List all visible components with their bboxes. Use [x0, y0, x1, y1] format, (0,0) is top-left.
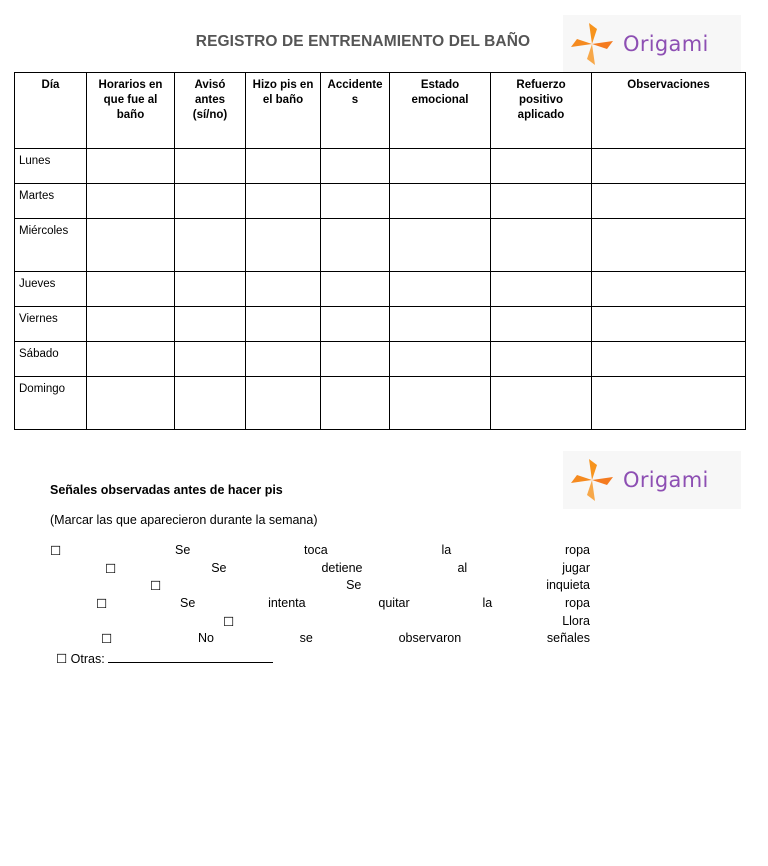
signal-option-detiene-jugar[interactable]	[105, 561, 590, 578]
checkbox-icon[interactable]: ☐	[96, 597, 108, 611]
day-cell: Viernes	[15, 307, 87, 342]
table-row	[15, 219, 746, 272]
checkbox-icon[interactable]: ☐	[150, 579, 162, 593]
signal-word: ropa	[564, 543, 590, 557]
entry-cell[interactable]	[592, 184, 746, 219]
entry-cell[interactable]	[390, 149, 491, 184]
signal-option-ninguna[interactable]	[101, 631, 590, 648]
entry-cell[interactable]	[321, 377, 390, 430]
brand-logo-secondary	[563, 451, 741, 509]
entry-cell[interactable]	[390, 272, 491, 307]
signal-word: ropa	[564, 596, 590, 610]
page-title: REGISTRO DE ENTRENAMIENTO DEL BAÑO	[195, 33, 531, 50]
signal-word: señales	[546, 631, 590, 645]
signal-word: jugar	[562, 561, 590, 575]
checkbox-icon[interactable]: ☐	[50, 544, 62, 558]
table-row	[15, 272, 746, 307]
signal-word: detiene	[321, 561, 363, 575]
header-estado: Estado emocional	[390, 73, 491, 149]
pinwheel-icon	[567, 455, 617, 505]
entry-cell[interactable]	[246, 184, 321, 219]
entry-cell[interactable]	[592, 149, 746, 184]
signal-word: al	[457, 561, 468, 575]
signal-word: Se	[174, 543, 191, 557]
header-dia: Día	[15, 73, 87, 149]
signal-option-quitar-ropa[interactable]	[96, 596, 590, 613]
signal-word: No	[197, 631, 214, 645]
entry-cell[interactable]	[175, 342, 246, 377]
entry-cell[interactable]	[175, 307, 246, 342]
checkbox-icon[interactable]: ☐	[101, 632, 113, 646]
signal-option-inquieta[interactable]	[150, 578, 590, 595]
signal-word: observaron	[398, 631, 462, 645]
day-cell: Martes	[15, 184, 87, 219]
day-cell: Sábado	[15, 342, 87, 377]
entry-cell[interactable]	[246, 342, 321, 377]
signal-word: Llora	[562, 614, 590, 628]
entry-cell[interactable]	[592, 272, 746, 307]
day-cell: Miércoles	[15, 219, 87, 272]
entry-cell[interactable]	[321, 342, 390, 377]
entry-cell[interactable]	[491, 272, 592, 307]
header-aviso: Avisó antes (sí/no)	[175, 73, 246, 149]
entry-cell[interactable]	[87, 149, 175, 184]
signal-word: inquieta	[546, 578, 590, 592]
entry-cell[interactable]	[321, 307, 390, 342]
entry-cell[interactable]	[491, 377, 592, 430]
training-log-table	[14, 72, 746, 430]
otras-label[interactable]: ☐ Otras:	[56, 652, 105, 666]
signal-word: Se	[180, 596, 196, 610]
signal-word: Se	[346, 578, 362, 592]
signal-word: la	[441, 543, 452, 557]
signal-option-toca-ropa[interactable]	[50, 543, 590, 560]
entry-cell[interactable]	[87, 377, 175, 430]
entry-cell[interactable]	[321, 219, 390, 272]
signal-option-llora[interactable]	[223, 614, 590, 631]
header-observaciones: Observaciones	[592, 73, 746, 149]
entry-cell[interactable]	[246, 307, 321, 342]
entry-cell[interactable]	[246, 219, 321, 272]
entry-cell[interactable]	[390, 342, 491, 377]
brand-logo	[563, 15, 741, 73]
entry-cell[interactable]	[592, 377, 746, 430]
table-row	[15, 342, 746, 377]
entry-cell[interactable]	[321, 272, 390, 307]
entry-cell[interactable]	[175, 377, 246, 430]
header-accidentes: Accidente s	[321, 73, 390, 149]
entry-cell[interactable]	[491, 184, 592, 219]
entry-cell[interactable]	[87, 307, 175, 342]
brand-name: Origami	[623, 468, 709, 492]
entry-cell[interactable]	[87, 219, 175, 272]
table-row	[15, 377, 746, 430]
signals-title: Señales observadas antes de hacer pis	[50, 483, 283, 497]
signal-word: quitar	[378, 596, 410, 610]
signals-subtitle: (Marcar las que aparecieron durante la semana)	[50, 513, 318, 527]
entry-cell[interactable]	[87, 342, 175, 377]
entry-cell[interactable]	[87, 272, 175, 307]
brand-name: Origami	[623, 32, 709, 56]
table-header-row	[15, 73, 746, 149]
otras-input-line[interactable]	[108, 650, 273, 663]
entry-cell[interactable]	[321, 149, 390, 184]
entry-cell[interactable]	[246, 272, 321, 307]
signal-word: intenta	[268, 596, 306, 610]
entry-cell[interactable]	[390, 184, 491, 219]
entry-cell[interactable]	[491, 307, 592, 342]
signal-word: la	[482, 596, 493, 610]
entry-cell[interactable]	[175, 184, 246, 219]
entry-cell[interactable]	[592, 219, 746, 272]
entry-cell[interactable]	[246, 377, 321, 430]
day-cell: Lunes	[15, 149, 87, 184]
header-hizo-pis: Hizo pis en el baño	[246, 73, 321, 149]
entry-cell[interactable]	[390, 307, 491, 342]
entry-cell[interactable]	[390, 219, 491, 272]
signal-word: Se	[211, 561, 227, 575]
entry-cell[interactable]	[491, 342, 592, 377]
signal-word: se	[299, 631, 313, 645]
entry-cell[interactable]	[321, 184, 390, 219]
entry-cell[interactable]	[390, 377, 491, 430]
checkbox-icon[interactable]: ☐	[105, 562, 117, 576]
table-row	[15, 307, 746, 342]
day-cell: Jueves	[15, 272, 87, 307]
entry-cell[interactable]	[175, 219, 246, 272]
table-row	[15, 149, 746, 184]
entry-cell[interactable]	[87, 184, 175, 219]
entry-cell[interactable]	[491, 219, 592, 272]
table-row	[15, 184, 746, 219]
entry-cell[interactable]	[175, 272, 246, 307]
signal-word: toca	[304, 543, 328, 557]
entry-cell[interactable]	[592, 342, 746, 377]
header-refuerzo: Refuerzo positivo aplicado	[491, 73, 592, 149]
pinwheel-icon	[567, 19, 617, 69]
entry-cell[interactable]	[491, 149, 592, 184]
header-horarios: Horarios en que fue al baño	[87, 73, 175, 149]
signal-option-otras[interactable]	[56, 650, 273, 666]
entry-cell[interactable]	[246, 149, 321, 184]
entry-cell[interactable]	[592, 307, 746, 342]
entry-cell[interactable]	[175, 149, 246, 184]
checkbox-icon[interactable]: ☐	[223, 615, 235, 629]
day-cell: Domingo	[15, 377, 87, 430]
